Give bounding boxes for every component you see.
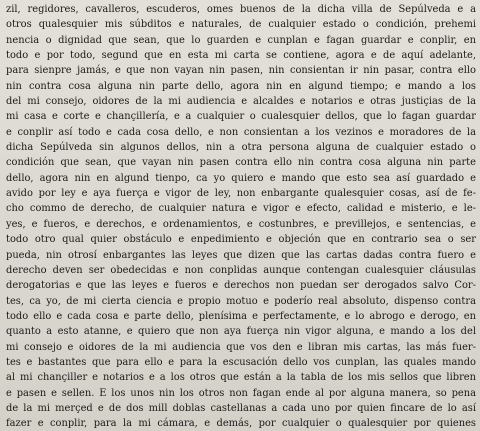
text-line-1: zil, regidores, cavalleros, escuderos, omes buenos de la dicha villa de Sepúlveda e a [6,4,476,15]
text-line-3: nencia o dignidad que sean, que lo guarden e cunplan e fagan guardar e conplir, en [6,34,476,46]
text-line-13: avido por ley e aya fuerça e vigor de ley, non enbargante qualesquier cosas, así de fe- [6,188,476,200]
text-line-19: derogatorias e que las leyes e fueros e derechos non puedan ser derogados salvo Cor- [6,280,476,292]
text-line-18: derecho deven ser obedecidas e non conplidas aunque contengan cualesquier cláusulas [6,264,476,276]
text-line-22: quanto a esto atanne, e quiero que non aya fuerça nin vigor alguna, e mando a los del [6,326,476,338]
text-line-4: todo e por todo, segund que en esta mi carta se contiene, agora e de aquí adelante, [6,50,476,62]
text-line-20: tes, ca yo, de mi cierta ciencia e propio motuo e poderío real absoluto, dispenso contra [6,295,476,307]
document-body-text [6,2,476,431]
text-line-10: dicha Sepúlveda sin algunos dellos, nin a otra persona alguna de cualquier estado o [6,142,476,154]
text-line-8: mi casa e corte e chançillería, e a cualquier o cualesquier dellos, que lo fagan guardar [6,111,476,123]
text-line-28: fazer e conplir, para la mi cámara, e demás, por cualquier o qualesquier por quienes [6,418,476,430]
text-line-27: de la mi merçed e de dos mill doblas castellanas a cada uno por quien fincare de lo así [6,402,476,414]
text-line-11: condición que sean, que vayan nin pasen contra ello nin contra cosa alguna nin parte [6,157,476,169]
text-line-23: mi consejo e oidores de la mi audiencia que vos den e libran mis cartas, las más fuer- [6,341,476,353]
text-line-21: todo ello e cada cosa e parte dello, plenísima e perfectamente, e lo abrogo e derogo, en [6,310,476,322]
text-line-26: e pasen e sellen. E los unos nin los otros non fagan ende al por alguna manera, so pena [6,387,476,399]
text-line-14: cho commo de derecho, de cualquier natura e vigor e efecto, calidad e misterio, e le- [6,203,476,215]
text-line-2: otros qualesquier mis súbditos e naturales, de cualquier estado o condición, prehemi [6,19,476,31]
text-line-12: dello, agora nin en algund tienpo, ca yo quiero e mando que esto sea así guardado e [6,172,476,184]
text-line-25: al mi chançiller e notarios e a los otros que están a la tabla de los mis sellos que libren [6,372,476,384]
text-line-24: tes e bastantes que para ello e para la escusación dello vos cunplan, las quales mando [6,356,476,368]
text-line-6: nin contra cosa alguna nin parte dello, agora nin en algund tiempo; e mando a los [6,80,476,92]
text-line-5: para sienpre jamás, e que non vayan nin pasen, nin consientan ir nin pasar, contra ello [6,65,476,77]
text-line-17: pueda, nin otrosí enbargantes las leyes que dizen que las cartas dadas contra fuero e [6,249,476,261]
text-line-15: yes, e fueros, e derechos, e ordenamientos, e costunbres, e previllejos, e sentencias, e [6,218,476,230]
text-line-9: e conplir así todo e cada cosa dello, e non consientan a los vezinos e moradores de la [6,126,476,138]
text-line-16: todo otro qual quier obstáculo e enpedimiento e objeción que en contrario sea o ser [6,234,476,246]
text-line-7: del mi consejo, oidores de la mi audiencia e alcaldes e notarios e otras justiçias de la [6,96,476,108]
